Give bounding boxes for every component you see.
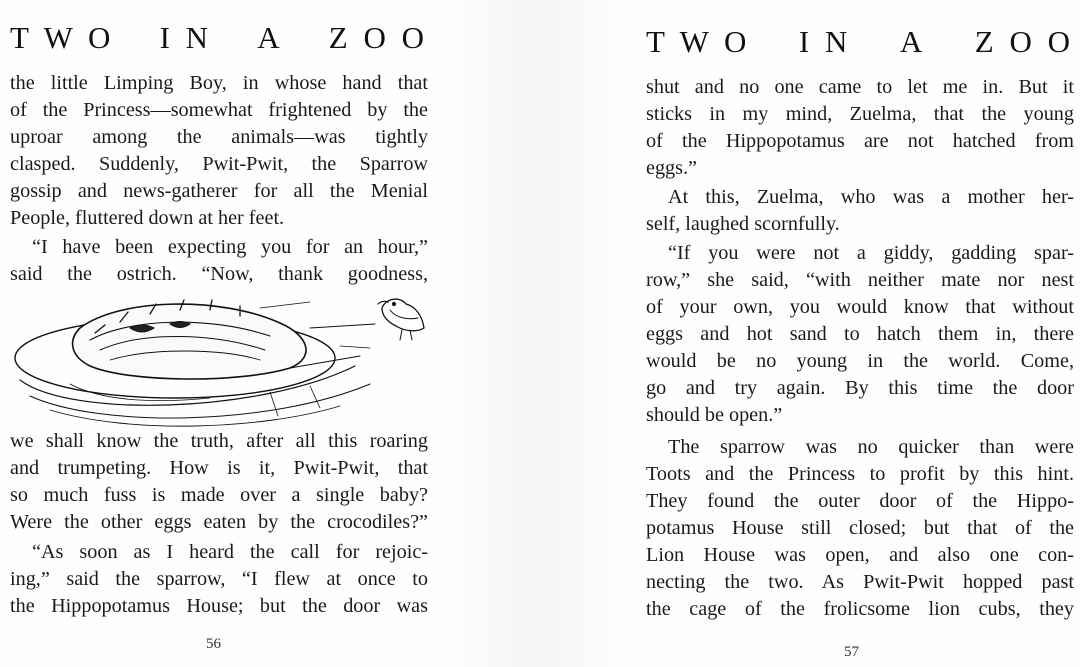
text-line: eggs and hot sand to hatch them in, there bbox=[646, 323, 1074, 345]
text-line: They found the outer door of the Hippo- bbox=[646, 490, 1074, 512]
text-line: of the Hippopotamus are not hatched from bbox=[646, 130, 1074, 152]
text-line: uproar among the animals—was tightly bbox=[10, 126, 428, 148]
running-head-word: T W O bbox=[646, 24, 751, 59]
text-line: should be open.” bbox=[646, 404, 783, 426]
text-line: shut and no one came to let me in. But it bbox=[646, 76, 1074, 98]
paragraph bbox=[10, 70, 428, 232]
text-line: “As soon as I heard the call for rejoic- bbox=[32, 541, 428, 563]
paragraph bbox=[646, 184, 1074, 238]
text-line: People, fluttered down at her feet. bbox=[10, 207, 285, 229]
running-head-word: Z O O bbox=[328, 20, 428, 55]
text-line: of your own, you would know that without bbox=[646, 296, 1074, 318]
paragraph bbox=[10, 234, 428, 288]
right-page bbox=[632, 0, 1072, 667]
running-head-word: Z O O bbox=[974, 24, 1074, 59]
text-line: potamus House still closed; but that of the bbox=[646, 517, 1074, 539]
text-line: “I have been expecting you for an hour,” bbox=[32, 236, 428, 258]
running-head-word: T W O bbox=[10, 20, 115, 55]
text-line: sticks in my mind, Zuelma, that the young bbox=[646, 103, 1074, 125]
page-number: 57 bbox=[844, 644, 859, 660]
running-head-word: A bbox=[899, 24, 927, 59]
paragraph bbox=[646, 74, 1074, 182]
book-gutter bbox=[440, 0, 632, 667]
paragraph bbox=[646, 434, 1074, 623]
text-line: “If you were not a giddy, gadding spar- bbox=[668, 242, 1074, 264]
text-line: eggs.” bbox=[646, 157, 698, 179]
paragraph bbox=[646, 240, 1074, 429]
text-line: row,” she said, “with neither mate nor nest bbox=[646, 269, 1074, 291]
text-line: At this, Zuelma, who was a mother her- bbox=[668, 186, 1074, 208]
text-line: would be no young in the world. Come, bbox=[646, 350, 1074, 372]
text-line: necting the two. As Pwit-Pwit hopped past bbox=[646, 571, 1074, 593]
running-head-right bbox=[646, 24, 1074, 60]
text-line: Toots and the Princess to profit by this hint. bbox=[646, 463, 1074, 485]
text-line: so much fuss is made over a single baby? bbox=[10, 484, 428, 506]
ostrich-and-egg-nest-illustration bbox=[10, 288, 430, 430]
text-line: gossip and news-gatherer for all the Menial bbox=[10, 180, 428, 202]
text-line: self, laughed scornfully. bbox=[646, 213, 840, 235]
text-line: The sparrow was no quicker than were bbox=[668, 436, 1074, 458]
text-line: go and try again. By this time the door bbox=[646, 377, 1074, 399]
paragraph bbox=[10, 428, 428, 536]
running-head-word: I N bbox=[798, 24, 852, 59]
running-head-word: I N bbox=[159, 20, 213, 55]
text-line: the Hippopotamus House; but the door was bbox=[10, 595, 428, 617]
page-number: 56 bbox=[206, 636, 221, 652]
text-line: clasped. Suddenly, Pwit-Pwit, the Sparrow bbox=[10, 153, 428, 175]
text-line: said the ostrich. “Now, thank goodness, bbox=[10, 263, 428, 285]
text-line: and trumpeting. How is it, Pwit-Pwit, that bbox=[10, 457, 428, 479]
left-page bbox=[0, 0, 440, 667]
text-line: we shall know the truth, after all this roaring bbox=[10, 430, 428, 452]
text-line: ing,” said the sparrow, “I flew at once to bbox=[10, 568, 428, 590]
paragraph bbox=[10, 539, 428, 620]
text-line: the little Limping Boy, in whose hand that bbox=[10, 72, 428, 94]
text-line: of the Princess—somewhat frightened by the bbox=[10, 99, 428, 121]
text-line: the cage of the frolicsome lion cubs, they bbox=[646, 598, 1074, 620]
text-line: Were the other eggs eaten by the crocodiles?” bbox=[10, 511, 428, 533]
running-head-left bbox=[10, 20, 428, 56]
text-line: Lion House was open, and also one con- bbox=[646, 544, 1074, 566]
running-head-word: A bbox=[257, 20, 284, 55]
